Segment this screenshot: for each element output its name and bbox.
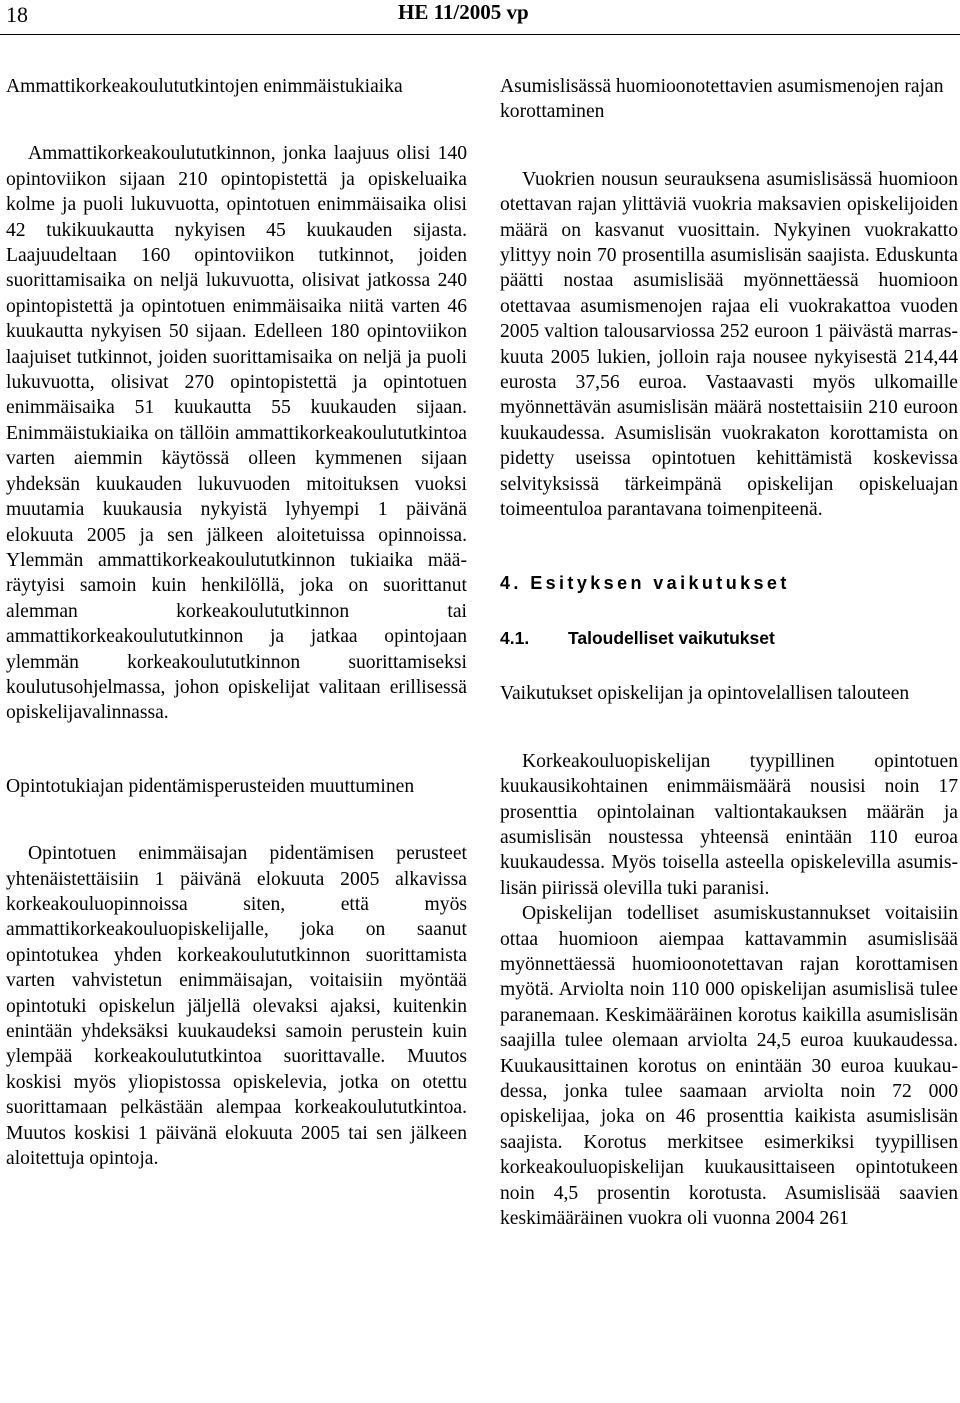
section-title: Esityksen vaikutukset [530, 572, 790, 593]
document-id: HE 11/2005 vp [398, 0, 529, 24]
spacer [6, 726, 467, 774]
paragraph-asumislisa: Vuokrien nousun seurauksena asumislisässä huomioon otettavan rajan ylittäviä vuokria maksavien opiskelijoiden määrä on kasvanut vuosittain. Nykyinen vuokrakatto ylittyy noin 70 prosentilla asumislisän saajista. Eduskunta päätti nostaa asumislisää myönnettäessä huomioon otettavaa asumismenojen rajaa eli vuokrakattoa vuoden 2005 valtion talousarviossa 252 euroon 1 päivästä marraskuuta 2005 lukien, jolloin raja nousee nykyisestä 214,44 eurosta 37,56 euroa. Vastaavasti myös ulkomaille myönnettävän asumislisän määrä nostettaisiin 210 euroon kuukaudessa. Asumislisän vuokrakaton korottamista on pidetty useissa opintotuen kehittämistä koskevissa selvityksissä tärkeimpänä opiskelijan opiskeluajan toimeentuloa parantavana toimenpiteenä. [500, 168, 958, 521]
spacer [6, 799, 467, 841]
spacer [500, 651, 958, 681]
paragraph-pidentamisperusteet: Opintotuen enimmäisajan pidentämisen perusteet yhtenäistettäisiin 1 päivänä elokuuta 2005 alkavissa korkeakouluopinnoissa siten, että myös ammattikorkeakouluopiskelijalle, joka on saanut opintotukea yhden korkeakoulututkinnon suorittamista varten vahvistetun enimmäisajan, voitaisiin myöntää opintotuki opiskelun jäljellä olevaksi ajaksi, kuitenkin enintään yhdeksäksi kuukaudeksi samoin perustein kuin ylempää korkeakoulututkintoa suorittavalle. Muutos koskisi myös yliopistossa opiskelevia, jotka on otettu suorittamaan pelkästään alempaa korkeakoulututkintoa. Muutos koskisi 1 päivänä elokuuta 2005 tai sen jälkeen aloitettuja opintoja. [6, 843, 467, 1170]
right-column [500, 74, 958, 1231]
subsection-title: Taloudelliset vaikutukset [568, 627, 775, 648]
page-header [0, 0, 960, 40]
spacer [500, 125, 958, 167]
section-heading [500, 571, 958, 596]
spacer [6, 99, 467, 141]
subsection-heading [500, 626, 958, 651]
paragraph-tukiaika: Ammattikorkeakoulututkinnon, jonka laajuus olisi 140 opintoviikon sijaan 210 opintopistettä ja opiskeluaika kolme ja puoli lukuvuotta, opintotuen enimmäisaika olisi 42 tukikuukautta nykyisen 45 kuukauden sijasta. Laajuudeltaan 160 opintoviikon tutkinnot, joiden suorittamisaika on neljä lukuvuotta, olisivat jatkossa 240 opintopistettä ja opintotuen enimmäisaika niitä varten 46 kuukautta nykyisen 50 sijaan. Edelleen 180 opintoviikon laajuiset tutkinnot, joiden suorittamisaika on neljä ja puoli lukuvuotta, olisivat 270 opintopistettä ja opintotuen enimmäisaika 51 kuukautta 55 kuukauden sijaan. Enimmäistukiaika on tällöin ammattikorkeakoulututkintoa varten aiemmin käytössä olleen kymmenen sijaan yhdeksän kuukauden lukuvuoden mitoituksen vuoksi muutamia kuukausia nykyistä lyhyempi 1 päivänä elokuuta 2005 ja sen jälkeen aloitetuissa opinnoissa. Ylemmän ammattikorkeakoulututkinnon tukiaika määräytyisi samoin kuin henkilöllä, joka on suorittanut alemman korkeakoulututkinnon tai ammattikorkeakoulututkinnon ja jatkaa opintojaan ylemmän korkeakoulututkinnon suorittamiseksi koulutusohjelmassa, johon opiskelijat valitaan erillisessä opiskelijavalinnassa. [6, 143, 467, 724]
page-number: 18 [6, 2, 28, 27]
spacer [500, 707, 958, 749]
left-column [6, 74, 467, 1171]
paragraph-vaikutukset-1: Korkeakouluopiskelijan tyypillinen opintotuen kuukausikohtainen enimmäismäärä nousisi noin 17 prosenttia opintolainan valtiontakauksen määrän ja asumislisän noustessa yhteensä enintään 110 euroa kuukaudessa. Myös toisella asteella opiskelevilla asumislisän piirissä olevilla tuki paranisi. [500, 750, 958, 899]
spacer [500, 596, 958, 626]
header-rule [0, 34, 960, 35]
heading-vaikutukset: Vaikutukset opiskelijan ja opintovelallisen talouteen [500, 683, 910, 705]
subsection-number: 4.1. [500, 627, 530, 648]
spacer [500, 523, 958, 571]
heading-pidentamisperusteet: Opintotukiajan pidentämisperusteiden muuttuminen [6, 775, 415, 797]
heading-tukiaika: Ammattikorkeakoulututkintojen enimmäistukiaika [6, 76, 403, 97]
heading-asumislisa: Asumislisässä huomioonotettavien asumismenojen rajan korottaminen [500, 76, 944, 123]
paragraph-vaikutukset-2: Opiskelijan todelliset asumiskustannukset voitaisiin ottaa huomioon aiempaa kattavammin asumislisää myönnettäessä huomioonotettavan rajan korottamisen myötä. Arviolta noin 110 000 opiskelijan asumislisä tulee paranemaan. Keskimääräinen korotus kaikilla asumislisän saajilla tulee olemaan arviolta 24,5 euroa kuukaudessa. Kuukausittainen korotus on enintään 30 euroa kuukaudessa, jonka tulee saamaan arviolta noin 72 000 opiskelijaa, joka on 46 prosenttia kaikista asumislisän saajista. Korotus merkitsee esimerkiksi tyypillisen korkeakouluopiskelijan kuukausittaiseen opintotukeen noin 4,5 prosentin korotusta. Asumislisää saavien keskimääräinen vuokra oli vuonna 2004 261 [500, 903, 958, 1230]
section-number: 4. [500, 572, 522, 593]
